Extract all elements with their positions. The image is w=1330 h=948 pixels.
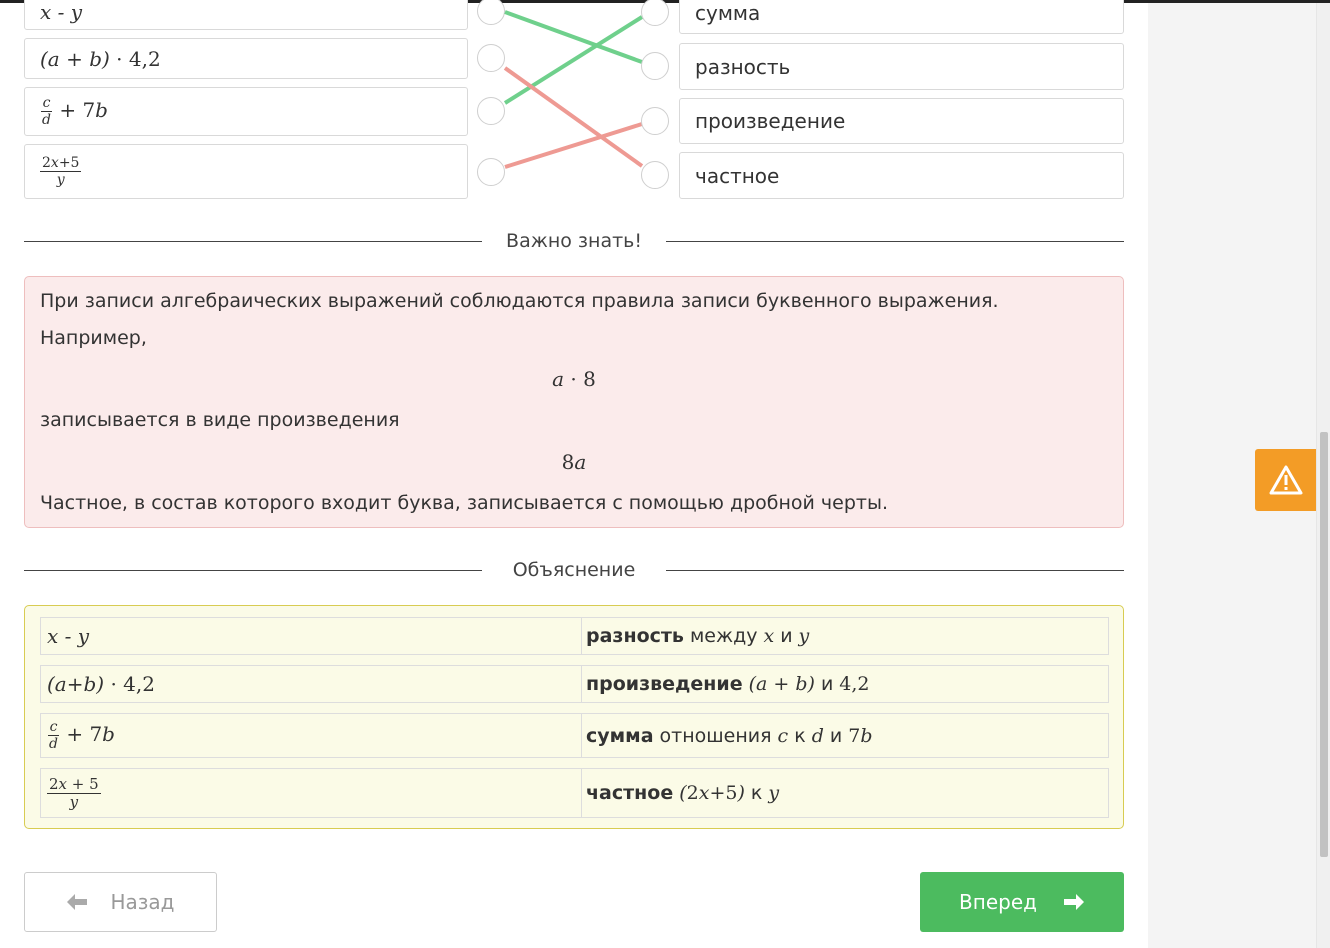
arrow-right-icon (1063, 893, 1085, 911)
important-line-4: Частное, в состав которого входит буква, записывается с помощью дробной черты. (40, 492, 888, 514)
right-item-4[interactable] (679, 152, 1124, 199)
important-line-1: При записи алгебраических выражений соблюдаются правила записи буквенного выражения. (40, 290, 999, 312)
right-item-1-label: сумма (695, 1, 761, 25)
table-row (40, 617, 1109, 655)
right-dot-2[interactable] (641, 52, 669, 80)
left-item-2-expr: (a + b) · 4,2 (40, 46, 161, 71)
connection-line-3 (505, 68, 642, 166)
forward-button-label: Вперед (959, 890, 1037, 914)
left-item-3-expr: $\frac{c}{d}$ + 7b (42, 95, 108, 128)
warning-triangle-icon (1269, 465, 1303, 495)
table-row (40, 768, 1109, 818)
table-cell-expr: $\frac{2x + 5}{y}$ (41, 769, 582, 817)
important-line-3: записывается в виде произведения (40, 409, 400, 431)
right-item-2[interactable] (679, 43, 1124, 90)
table-cell-desc: произведение (a + b) и 4,2 (586, 673, 870, 695)
table-cell-desc: разность между x и y (586, 625, 810, 647)
back-button[interactable] (24, 872, 217, 932)
left-item-4-expr: $\frac{2x+5}{y}$ (42, 155, 80, 188)
table-cell-expr: $\frac{c}{d}$ + 7b (41, 714, 582, 757)
important-title: Важно знать! (506, 230, 642, 252)
table-cell-desc: частное (2x+5) к y (586, 782, 780, 804)
explanation-title: Объяснение (512, 559, 636, 581)
connection-line-2 (505, 17, 642, 103)
left-item-1-expr: x - y (40, 0, 83, 24)
right-dot-3[interactable] (641, 107, 669, 135)
important-formula-2: 8a (561, 450, 587, 474)
connection-line-1 (505, 12, 642, 62)
explanation-divider (24, 561, 1124, 581)
table-cell-expr: x - y (41, 618, 582, 654)
explanation-box (24, 605, 1124, 829)
important-formula-1: a · 8 (552, 367, 596, 391)
right-item-2-label: разность (695, 54, 791, 79)
right-item-1[interactable] (679, 0, 1124, 34)
forward-button[interactable] (920, 872, 1124, 932)
table-cell-expr: (a+b) · 4,2 (41, 666, 582, 702)
right-item-4-label: частное (695, 163, 780, 188)
right-item-3-label: произведение (695, 109, 846, 133)
important-line-2: Например, (40, 327, 147, 349)
arrow-left-icon (66, 893, 88, 911)
back-button-label: Назад (110, 890, 175, 914)
scrollbar-thumb[interactable] (1320, 432, 1328, 857)
important-divider (24, 232, 1124, 252)
right-dot-4[interactable] (641, 161, 669, 189)
table-row (40, 665, 1109, 703)
right-item-3[interactable] (679, 98, 1124, 144)
connection-line-4 (505, 124, 642, 167)
table-cell-desc: сумма отношения c к d и 7b (586, 724, 873, 747)
table-row (40, 713, 1109, 758)
report-problem-button[interactable] (1255, 449, 1317, 511)
important-box (24, 276, 1124, 528)
